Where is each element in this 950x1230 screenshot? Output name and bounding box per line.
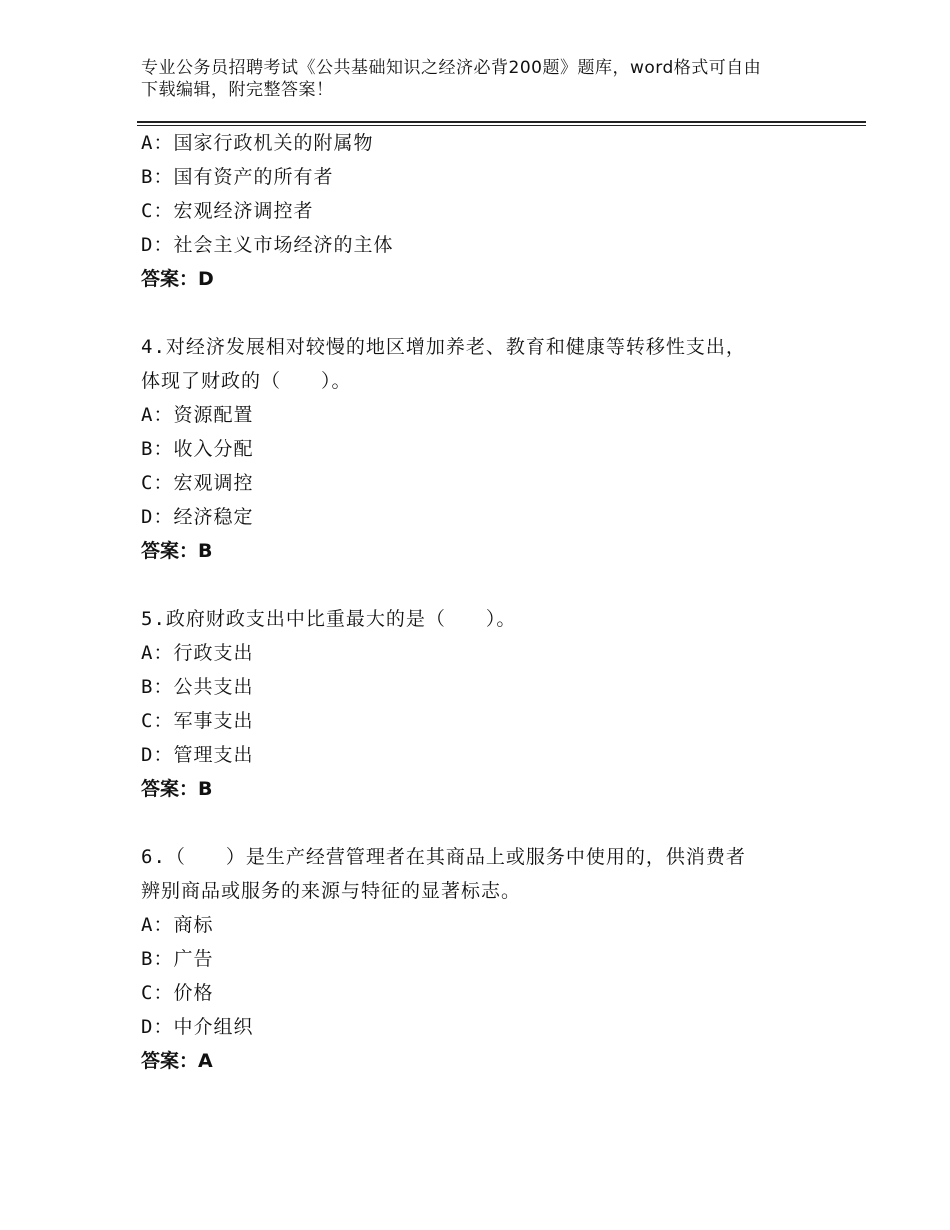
- q3-option-b: B：国有资产的所有者: [141, 166, 334, 188]
- question-list: [141, 126, 821, 1078]
- q6-stem-line-1: 6.（ ）是生产经营管理者在其商品上或服务中使用的，供消费者: [141, 846, 746, 868]
- q3-answer: 答案：D: [141, 268, 214, 290]
- question-6-block: [141, 840, 821, 1078]
- q6-option-d: D：中介组织: [141, 1016, 254, 1038]
- q3-option-c: C：宏观经济调控者: [141, 200, 314, 222]
- q4-option-c: C：宏观调控: [141, 472, 254, 494]
- q5-option-b: B：公共支出: [141, 676, 254, 698]
- q6-option-a: A：商标: [141, 914, 214, 936]
- question-4-block: [141, 330, 821, 568]
- q5-option-a: A：行政支出: [141, 642, 254, 664]
- q6-stem-line-2: 辨别商品或服务的来源与特征的显著标志。: [141, 880, 522, 902]
- q4-stem-line-2: 体现了财政的（ ）。: [141, 370, 352, 392]
- q3-option-d: D：社会主义市场经济的主体: [141, 234, 394, 256]
- q5-option-c: C：军事支出: [141, 710, 254, 732]
- header-line-1: 专业公务员招聘考试《公共基础知识之经济必背200题》题库，word格式可自由: [141, 58, 762, 78]
- q4-answer: 答案：B: [141, 540, 213, 562]
- q6-option-b: B：广告: [141, 948, 214, 970]
- q3-option-a: A：国家行政机关的附属物: [141, 132, 374, 154]
- q6-option-c: C：价格: [141, 982, 214, 1004]
- q4-option-a: A：资源配置: [141, 404, 254, 426]
- q5-answer: 答案：B: [141, 778, 213, 800]
- q5-option-d: D：管理支出: [141, 744, 254, 766]
- q4-stem-line-1: 4.对经济发展相对较慢的地区增加养老、教育和健康等转移性支出，: [141, 336, 746, 358]
- question-5-block: [141, 602, 821, 806]
- question-3-block: [141, 126, 821, 296]
- header-line-2: 下载编辑，附完整答案！: [141, 80, 334, 100]
- q6-answer: 答案：A: [141, 1050, 213, 1072]
- q4-option-d: D：经济稳定: [141, 506, 254, 528]
- q5-stem-line-1: 5.政府财政支出中比重最大的是（ ）。: [141, 608, 517, 630]
- document-header: [141, 57, 811, 101]
- q4-option-b: B：收入分配: [141, 438, 254, 460]
